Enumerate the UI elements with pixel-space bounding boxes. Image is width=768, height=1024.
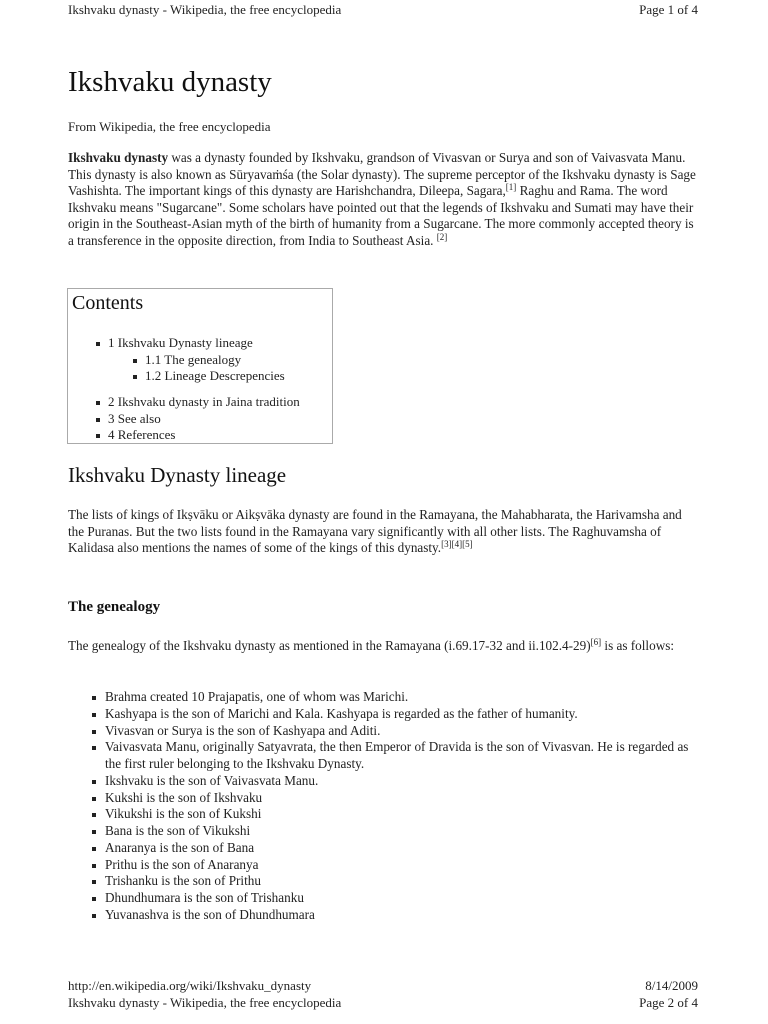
list-item: Kashyapa is the son of Marichi and Kala. Kashyapa is regarded as the father of humanity. bbox=[105, 706, 695, 723]
bullet-icon bbox=[92, 713, 96, 717]
list-item: Ikshvaku is the son of Vaivasvata Manu. bbox=[105, 773, 695, 790]
footer-title: Ikshvaku dynasty - Wikipedia, the free encyclopedia bbox=[68, 995, 342, 1010]
bullet-icon bbox=[92, 813, 96, 817]
footer-date: 8/14/2009 bbox=[645, 978, 698, 993]
bullet-icon bbox=[96, 418, 100, 422]
list-item: Bana is the son of Vikukshi bbox=[105, 823, 695, 840]
header-title: Ikshvaku dynasty - Wikipedia, the free encyclopedia bbox=[68, 2, 342, 17]
bullet-icon bbox=[96, 401, 100, 405]
ref-link-1[interactable]: [1] bbox=[505, 182, 517, 193]
page-header bbox=[68, 1, 698, 18]
toc-item[interactable]: 3 See also bbox=[108, 411, 300, 428]
toc-title: Contents bbox=[72, 292, 144, 314]
footer-url[interactable]: http://en.wikipedia.org/wiki/Ikshvaku_dynasty bbox=[68, 978, 312, 993]
bullet-icon bbox=[92, 696, 96, 700]
bullet-icon bbox=[92, 914, 96, 918]
list-item: Brahma created 10 Prajapatis, one of whom was Marichi. bbox=[105, 689, 695, 706]
bullet-icon bbox=[133, 375, 137, 379]
list-item: Dhundhumara is the son of Trishanku bbox=[105, 890, 695, 907]
toc-item[interactable]: 1 Ikshvaku Dynasty lineage bbox=[108, 335, 285, 352]
footer-page-number: Page 2 of 4 bbox=[639, 995, 698, 1010]
bullet-icon bbox=[92, 847, 96, 851]
lineage-paragraph: The lists of kings of Ikṣvāku or Aikṣvāka dynasty are found in the Ramayana, the Mahabharata, the Harivamsha and the Puranas. But the two lists found in the Ramayana vary significantly with all other lists. The Raghuvamsha of Kalidasa also mentions the names of some of the kings of this dynasty.[3][4][5] bbox=[68, 507, 682, 556]
list-item: Yuvanashva is the son of Dhundhumara bbox=[105, 907, 695, 924]
bullet-icon bbox=[133, 359, 137, 363]
ref-links-3-5[interactable]: [3][4][5] bbox=[441, 539, 473, 550]
intro-text-a: was a dynasty founded by Ikshvaku, grandson of Vivasvan or Surya and son of Vaivasvata Manu. This dynasty is also known as Sūryavaṁśa (the Solar dynasty). The supreme perceptor of the Ikshvaku dynasty is Sage Vashishta. The important kings of this dynasty are Harishchandra, Dileepa, Sagara, bbox=[68, 150, 696, 199]
bullet-icon bbox=[92, 780, 96, 784]
list-item: Vivasvan or Surya is the son of Kashyapa and Aditi. bbox=[105, 723, 695, 740]
bullet-icon bbox=[92, 797, 96, 801]
list-item: Prithu is the son of Anaranya bbox=[105, 857, 695, 874]
bullet-icon bbox=[92, 746, 96, 750]
bullet-icon bbox=[92, 830, 96, 834]
toc-list bbox=[108, 335, 285, 385]
toc-subitem[interactable]: 1.1 The genealogy bbox=[108, 352, 285, 369]
list-item: Trishanku is the son of Prithu bbox=[105, 873, 695, 890]
bullet-icon bbox=[96, 434, 100, 438]
article-title: Ikshvaku dynasty bbox=[68, 66, 272, 98]
article-source-line: From Wikipedia, the free encyclopedia bbox=[68, 119, 271, 134]
bullet-icon bbox=[96, 342, 100, 346]
toc-item[interactable]: 4 References bbox=[108, 427, 300, 444]
intro-text-b: Raghu and Rama. The word Ikshvaku means "Sugarcane". Some scholars have pointed out that the legends of Ikshvaku and Sumati may have their origin in the Southeast-Asian myth of the birth of humanity from a Sugarcane. The more commonly accepted theory is a transference in the opposite direction, from India to Southeast Asia. bbox=[68, 183, 694, 248]
bullet-icon bbox=[92, 880, 96, 884]
ref-link-6[interactable]: [6] bbox=[590, 637, 602, 647]
list-item: Vaivasvata Manu, originally Satyavrata, the then Emperor of Dravida is the son of Vivasvan. He is regarded as the first ruler belonging to the Ikshvaku Dynasty. bbox=[105, 739, 695, 773]
list-item: Anaranya is the son of Bana bbox=[105, 840, 695, 857]
intro-paragraph bbox=[68, 150, 698, 250]
toc-subitem[interactable]: 1.2 Lineage Descrepencies bbox=[108, 368, 285, 385]
table-of-contents bbox=[67, 288, 333, 444]
bullet-icon bbox=[92, 897, 96, 901]
genealogy-list bbox=[105, 689, 695, 924]
page-footer bbox=[68, 977, 698, 1011]
genealogy-paragraph: The genealogy of the Ikshvaku dynasty as mentioned in the Ramayana (i.69.17-32 and ii.102.4-29)[6] is as follows: bbox=[68, 637, 675, 653]
bullet-icon bbox=[92, 730, 96, 734]
intro-bold-term: Ikshvaku dynasty bbox=[68, 150, 169, 165]
toc-item[interactable]: 2 Ikshvaku dynasty in Jaina tradition bbox=[108, 394, 300, 411]
ref-link-2[interactable]: [2] bbox=[436, 231, 448, 242]
toc-list-continued bbox=[108, 394, 300, 444]
list-item: Vikukshi is the son of Kukshi bbox=[105, 806, 695, 823]
header-page-number: Page 1 of 4 bbox=[639, 2, 698, 17]
bullet-icon bbox=[92, 864, 96, 868]
section-heading-lineage: Ikshvaku Dynasty lineage bbox=[68, 463, 287, 487]
section-heading-genealogy: The genealogy bbox=[68, 599, 161, 615]
list-item: Kukshi is the son of Ikshvaku bbox=[105, 790, 695, 807]
